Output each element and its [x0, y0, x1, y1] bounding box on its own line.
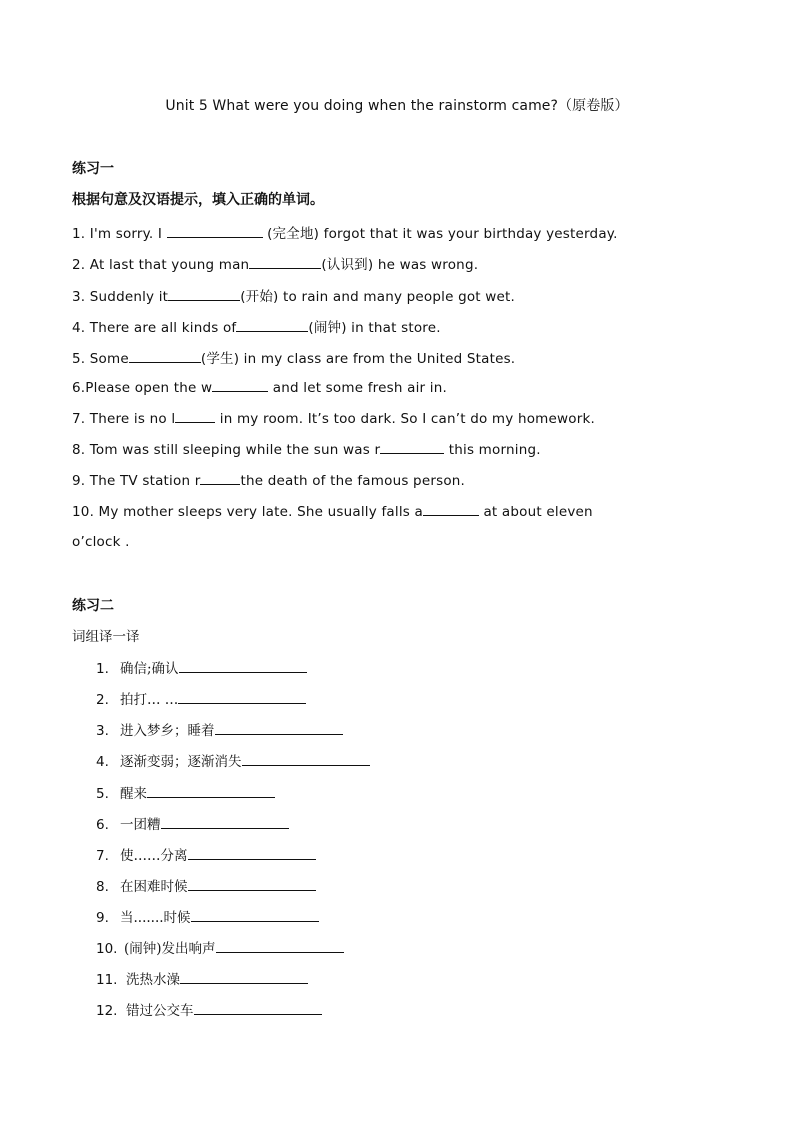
answer-line[interactable] [242, 752, 370, 766]
answer-line[interactable] [188, 877, 316, 891]
page-title: Unit 5 What were you doing when the rainstorm came?（原卷版） [165, 98, 629, 114]
question-8: 8. Tom was still sleeping while the sun was r this morning. [72, 442, 541, 458]
answer-blank[interactable] [200, 471, 240, 485]
phrase-item: 4. 逐渐变弱；逐渐消失 [96, 750, 370, 770]
answer-blank[interactable] [167, 224, 263, 238]
answer-blank[interactable] [249, 255, 321, 269]
question-9: 9. The TV station r the death of the famous person. [72, 473, 466, 489]
answer-line[interactable] [180, 970, 308, 984]
phrase-item: 8. 在困难时候 [96, 875, 316, 895]
phrase-item: 2. 拍打… … [96, 688, 306, 708]
question-5: 5. Some (学生) in my class are from the United States. [72, 351, 516, 367]
question-7: 7. There is no l in my room. It’s too dark. So I can’t do my homework. [72, 411, 595, 427]
answer-line[interactable] [161, 815, 289, 829]
answer-line[interactable] [194, 1001, 322, 1015]
answer-blank[interactable] [423, 502, 479, 516]
question-3: 3. Suddenly it (开始) to rain and many people got wet. [72, 289, 516, 305]
section1-heading: 练习一 [72, 161, 114, 177]
answer-line[interactable] [188, 846, 316, 860]
question-10-continuation: o’clock . [72, 534, 130, 550]
answer-blank[interactable] [212, 378, 268, 392]
phrase-item: 1. 确信;确认 [96, 657, 307, 677]
phrase-item: 6. 一团糟 [96, 813, 289, 833]
phrase-item: 3. 进入梦乡；睡着 [96, 719, 343, 739]
answer-line[interactable] [147, 784, 275, 798]
answer-line[interactable] [215, 721, 343, 735]
question-10: 10. My mother sleeps very late. She usually falls a at about eleven [72, 504, 593, 520]
section2-heading: 练习二 [72, 598, 114, 614]
question-1: 1. I'm sorry. I (完全地) forgot that it was your birthday yesterday. [72, 226, 618, 242]
phrase-item: 5. 醒来 [96, 782, 275, 802]
answer-line[interactable] [179, 659, 307, 673]
phrase-item: 9. 当.......时候 [96, 906, 319, 926]
question-6: 6.Please open the w and let some fresh air in. [72, 380, 447, 396]
question-4: 4. There are all kinds of (闹钟) in that store. [72, 320, 441, 336]
phrase-item: 7. 使……分离 [96, 844, 316, 864]
phrase-item: 11. 洗热水澡 [96, 968, 308, 988]
answer-line[interactable] [178, 690, 306, 704]
answer-blank[interactable] [129, 349, 201, 363]
answer-blank[interactable] [175, 409, 215, 423]
section2-subheading: 词组译一译 [72, 629, 140, 645]
question-2: 2. At last that young man (认识到) he was wrong. [72, 257, 479, 273]
answer-line[interactable] [216, 939, 344, 953]
phrase-item: 10. (闹钟)发出响声 [96, 937, 344, 957]
section1-instruction: 根据句意及汉语提示，填入正确的单词。 [72, 192, 324, 208]
phrase-item: 12. 错过公交车 [96, 999, 322, 1019]
answer-blank[interactable] [168, 287, 240, 301]
answer-line[interactable] [191, 908, 319, 922]
answer-blank[interactable] [380, 440, 444, 454]
answer-blank[interactable] [236, 318, 308, 332]
